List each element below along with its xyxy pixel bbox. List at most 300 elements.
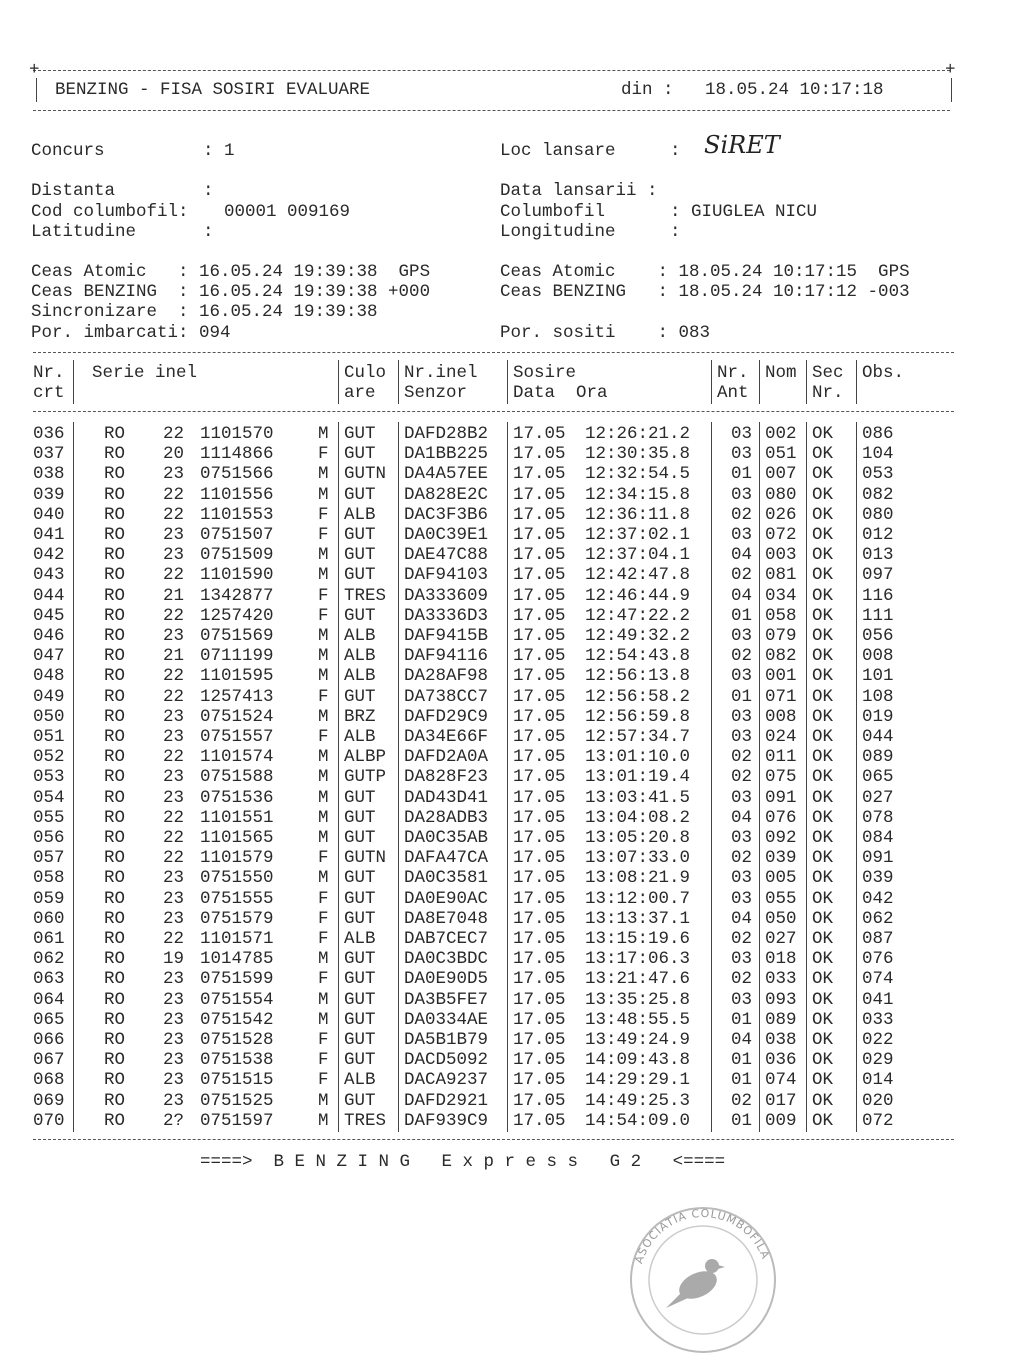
- cell-ant: 03: [731, 727, 753, 747]
- cell-sec: OK: [812, 706, 834, 727]
- cell-ant: 03: [731, 888, 753, 909]
- cell-obs: 097: [862, 565, 894, 586]
- cell-nom: 002: [765, 424, 797, 444]
- cell-tara: RO: [104, 626, 126, 646]
- cell-nom: 081: [765, 565, 797, 586]
- cell-sex: M: [318, 807, 329, 828]
- cell-nr: 046: [33, 626, 65, 646]
- cell-inel: 0751588: [200, 767, 274, 788]
- cell-tara: RO: [104, 605, 126, 626]
- cell-culoare: ALB: [344, 646, 376, 667]
- cell-nom: 001: [765, 666, 797, 687]
- cell-culoare: TRES: [344, 1110, 387, 1131]
- cell-ora: 12:26:21.2: [585, 424, 691, 444]
- cell-nr: 061: [33, 929, 65, 949]
- cell-sec: OK: [812, 807, 834, 828]
- cell-nr: 060: [33, 908, 65, 929]
- cell-ant: 04: [731, 1030, 753, 1050]
- cell-sex: M: [318, 1009, 329, 1030]
- cell-sex: F: [318, 888, 329, 909]
- porumbei-sositi: Por. sositi : 083: [500, 323, 711, 343]
- cell-data: 17.05: [513, 888, 566, 909]
- cell-sex: F: [318, 848, 329, 869]
- cell-culoare: GUT: [344, 1030, 376, 1050]
- cell-inel: 0751597: [200, 1110, 274, 1131]
- cell-data: 17.05: [513, 1110, 566, 1131]
- cell-sec: OK: [812, 1009, 834, 1030]
- cell-tara: RO: [104, 848, 126, 869]
- cell-nom: 024: [765, 727, 797, 747]
- cell-senzor: DACA9237: [404, 1070, 489, 1091]
- cell-data: 17.05: [513, 686, 566, 707]
- cell-data: 17.05: [513, 1070, 566, 1091]
- cell-sec: OK: [812, 1050, 834, 1071]
- col-header-ant-2: Ant: [717, 383, 749, 403]
- col-header-nr: Nr.: [33, 363, 65, 383]
- cell-senzor: DA1BB225: [404, 444, 489, 465]
- cell-inel: 1101574: [200, 747, 274, 768]
- cell-sec: OK: [812, 565, 834, 586]
- cell-an: 23: [163, 1009, 185, 1030]
- cell-nom: 007: [765, 464, 797, 485]
- cell-nr: 050: [33, 706, 65, 727]
- cell-inel: 0751557: [200, 727, 274, 747]
- cell-ora: 13:08:21.9: [585, 868, 691, 889]
- cell-culoare: ALB: [344, 1070, 376, 1091]
- cell-nom: 093: [765, 989, 797, 1010]
- cell-sex: F: [318, 1070, 329, 1091]
- cell-ant: 04: [731, 545, 753, 566]
- cell-ant: 02: [731, 969, 753, 990]
- cell-inel: 1101579: [200, 848, 274, 869]
- cell-nom: 072: [765, 525, 797, 545]
- cell-senzor: DA28ADB3: [404, 807, 489, 828]
- col-header-culoare-1: Culo: [344, 363, 387, 383]
- cell-ora: 13:04:08.2: [585, 807, 691, 828]
- header-sep: [806, 360, 807, 404]
- cell-ora: 13:15:19.6: [585, 929, 691, 949]
- cell-sex: M: [318, 464, 329, 485]
- cell-obs: 072: [862, 1110, 894, 1131]
- cell-nr: 041: [33, 525, 65, 545]
- cell-ora: 12:37:02.1: [585, 525, 691, 545]
- cell-nr: 065: [33, 1009, 65, 1030]
- cell-obs: 033: [862, 1009, 894, 1030]
- cell-nr: 064: [33, 989, 65, 1010]
- cell-nr: 059: [33, 888, 65, 909]
- cell-tara: RO: [104, 787, 126, 808]
- title-plus-left-top: +: [29, 60, 40, 80]
- cell-obs: 111: [862, 605, 894, 626]
- cell-an: 22: [163, 484, 185, 505]
- cell-obs: 086: [862, 424, 894, 444]
- cell-culoare: GUTN: [344, 464, 387, 485]
- cell-obs: 062: [862, 908, 894, 929]
- cell-an: 21: [163, 585, 185, 606]
- cell-culoare: GUT: [344, 605, 376, 626]
- cell-obs: 053: [862, 464, 894, 485]
- cell-ant: 02: [731, 504, 753, 525]
- ceas-atomic-start: Ceas Atomic : 16.05.24 19:39:38 GPS: [31, 262, 431, 282]
- cell-sex: F: [318, 605, 329, 626]
- cell-sec: OK: [812, 626, 834, 646]
- cell-tara: RO: [104, 686, 126, 707]
- cell-nom: 075: [765, 767, 797, 788]
- cell-culoare: GUT: [344, 888, 376, 909]
- cell-ora: 13:07:33.0: [585, 848, 691, 869]
- cell-tara: RO: [104, 989, 126, 1010]
- cell-sex: M: [318, 787, 329, 808]
- cell-senzor: DAFA47CA: [404, 848, 489, 869]
- cell-senzor: DAFD2A0A: [404, 747, 489, 768]
- cell-an: 23: [163, 464, 185, 485]
- cell-data: 17.05: [513, 908, 566, 929]
- cell-ant: 02: [731, 848, 753, 869]
- cell-inel: 0751542: [200, 1009, 274, 1030]
- title-right-bar: [951, 78, 952, 102]
- cell-nom: 055: [765, 888, 797, 909]
- cell-culoare: GUT: [344, 868, 376, 889]
- cell-ora: 13:01:19.4: [585, 767, 691, 788]
- cell-senzor: DA8E7048: [404, 908, 489, 929]
- cell-sex: M: [318, 626, 329, 646]
- cell-an: 22: [163, 828, 185, 848]
- cell-data: 17.05: [513, 1050, 566, 1071]
- cell-tara: RO: [104, 969, 126, 990]
- cell-tara: RO: [104, 585, 126, 606]
- cell-ora: 14:09:43.8: [585, 1050, 691, 1071]
- cell-obs: 065: [862, 767, 894, 788]
- cell-ant: 03: [731, 706, 753, 727]
- cell-sex: M: [318, 646, 329, 667]
- stamp-text: ASOCIATIA COLUMBOFILA: [632, 1206, 773, 1266]
- cell-nr: 036: [33, 424, 65, 444]
- report-date-label: din :: [621, 80, 674, 100]
- cell-culoare: ALB: [344, 929, 376, 949]
- cell-an: 23: [163, 1070, 185, 1091]
- cell-senzor: DAFD28B2: [404, 424, 489, 444]
- cell-inel: 1101553: [200, 504, 274, 525]
- cell-an: 23: [163, 908, 185, 929]
- cell-an: 23: [163, 1090, 185, 1111]
- cell-nom: 017: [765, 1090, 797, 1111]
- cell-obs: 019: [862, 706, 894, 727]
- cell-inel: 0751528: [200, 1030, 274, 1050]
- cell-nom: 091: [765, 787, 797, 808]
- cell-tara: RO: [104, 565, 126, 586]
- cell-sex: M: [318, 828, 329, 848]
- cell-culoare: GUT: [344, 828, 376, 848]
- cell-senzor: DA333609: [404, 585, 489, 606]
- cell-nom: 076: [765, 807, 797, 828]
- cell-tara: RO: [104, 424, 126, 444]
- cell-sec: OK: [812, 767, 834, 788]
- cell-data: 17.05: [513, 585, 566, 606]
- cell-ora: 13:12:00.7: [585, 888, 691, 909]
- body-sep: [338, 422, 339, 1132]
- col-header-obs: Obs.: [862, 363, 905, 383]
- loc-lansare-colon: :: [670, 141, 681, 161]
- cell-inel: 0751515: [200, 1070, 274, 1091]
- cell-obs: 041: [862, 989, 894, 1010]
- cell-nom: 008: [765, 706, 797, 727]
- cell-senzor: DA0C3581: [404, 868, 489, 889]
- cell-obs: 056: [862, 626, 894, 646]
- cell-senzor: DA28AF98: [404, 666, 489, 687]
- cell-nom: 080: [765, 484, 797, 505]
- cell-an: 22: [163, 424, 185, 444]
- distanta-label: Distanta: [31, 181, 116, 201]
- title-plus-right-top: +: [945, 60, 956, 80]
- cell-culoare: GUT: [344, 1050, 376, 1071]
- body-sep: [398, 422, 399, 1132]
- cell-culoare: GUT: [344, 525, 376, 545]
- cell-inel: 1101565: [200, 828, 274, 848]
- cell-nom: 058: [765, 605, 797, 626]
- cell-sex: M: [318, 1090, 329, 1111]
- cell-culoare: GUT: [344, 1009, 376, 1030]
- cell-an: 22: [163, 686, 185, 707]
- cell-ora: 12:49:32.2: [585, 626, 691, 646]
- cell-tara: RO: [104, 908, 126, 929]
- cell-senzor: DA0C35AB: [404, 828, 489, 848]
- cell-sex: M: [318, 868, 329, 889]
- ceas-benzing-end: Ceas BENZING : 18.05.24 10:17:12 -003: [500, 282, 910, 302]
- col-header-sec-1: Sec: [812, 363, 844, 383]
- cell-data: 17.05: [513, 646, 566, 667]
- cell-data: 17.05: [513, 666, 566, 687]
- cell-nr: 068: [33, 1070, 65, 1091]
- cell-an: 23: [163, 525, 185, 545]
- cell-sec: OK: [812, 1090, 834, 1111]
- cell-obs: 029: [862, 1050, 894, 1071]
- distanta-value: :: [203, 181, 214, 201]
- cell-culoare: ALB: [344, 504, 376, 525]
- cell-an: 23: [163, 1030, 185, 1050]
- cell-sex: F: [318, 969, 329, 990]
- cell-tara: RO: [104, 888, 126, 909]
- cell-data: 17.05: [513, 868, 566, 889]
- cell-an: 23: [163, 545, 185, 566]
- cell-sex: M: [318, 666, 329, 687]
- cell-culoare: GUT: [344, 989, 376, 1010]
- body-sep: [711, 422, 712, 1132]
- cell-sec: OK: [812, 888, 834, 909]
- table-header-rule: [33, 411, 954, 412]
- cell-tara: RO: [104, 747, 126, 768]
- header-sep: [711, 360, 712, 404]
- cell-ora: 13:49:24.9: [585, 1030, 691, 1050]
- cell-culoare: GUT: [344, 908, 376, 929]
- cell-senzor: DA828E2C: [404, 484, 489, 505]
- cell-data: 17.05: [513, 1030, 566, 1050]
- cell-nr: 048: [33, 666, 65, 687]
- cell-tara: RO: [104, 646, 126, 667]
- cell-obs: 020: [862, 1090, 894, 1111]
- cell-obs: 091: [862, 848, 894, 869]
- cell-obs: 008: [862, 646, 894, 667]
- cell-culoare: GUT: [344, 969, 376, 990]
- cell-nom: 003: [765, 545, 797, 566]
- cell-nom: 082: [765, 646, 797, 667]
- cell-obs: 014: [862, 1070, 894, 1091]
- cell-sec: OK: [812, 484, 834, 505]
- cell-ora: 12:56:58.2: [585, 686, 691, 707]
- cell-obs: 076: [862, 949, 894, 970]
- cell-senzor: DA3336D3: [404, 605, 489, 626]
- cell-an: 20: [163, 444, 185, 465]
- cell-inel: 0751555: [200, 888, 274, 909]
- cell-data: 17.05: [513, 828, 566, 848]
- cell-an: 23: [163, 1050, 185, 1071]
- report-date-value: 18.05.24 10:17:18: [705, 80, 884, 100]
- cell-culoare: GUT: [344, 424, 376, 444]
- cell-inel: 0751550: [200, 868, 274, 889]
- cell-ant: 01: [731, 1070, 753, 1091]
- cell-an: 22: [163, 929, 185, 949]
- cell-sex: F: [318, 686, 329, 707]
- cell-senzor: DAF939C9: [404, 1110, 489, 1131]
- cell-culoare: GUT: [344, 686, 376, 707]
- cell-obs: 101: [862, 666, 894, 687]
- title-bottom-rule: [33, 110, 950, 111]
- cell-nr: 044: [33, 585, 65, 606]
- loc-lansare-handwritten-value: SiRET: [704, 131, 780, 159]
- cell-sec: OK: [812, 949, 834, 970]
- cell-obs: 078: [862, 807, 894, 828]
- cell-ant: 02: [731, 929, 753, 949]
- cell-tara: RO: [104, 1090, 126, 1111]
- title-left-bar: [36, 78, 37, 102]
- cell-tara: RO: [104, 949, 126, 970]
- cell-data: 17.05: [513, 767, 566, 788]
- cell-an: 23: [163, 888, 185, 909]
- cell-obs: 027: [862, 787, 894, 808]
- cell-ora: 13:17:06.3: [585, 949, 691, 970]
- data-lansarii-label: Data lansarii :: [500, 181, 658, 201]
- cell-sec: OK: [812, 605, 834, 626]
- cell-inel: 0751538: [200, 1050, 274, 1071]
- cell-ora: 12:34:15.8: [585, 484, 691, 505]
- col-header-sosire-2: Data Ora: [513, 383, 608, 403]
- cell-data: 17.05: [513, 605, 566, 626]
- cell-ant: 02: [731, 747, 753, 768]
- cell-sec: OK: [812, 1070, 834, 1091]
- cell-sec: OK: [812, 828, 834, 848]
- cell-nr: 039: [33, 484, 65, 505]
- cell-obs: 116: [862, 585, 894, 606]
- cell-ant: 03: [731, 626, 753, 646]
- cell-an: 23: [163, 767, 185, 788]
- cell-sex: M: [318, 747, 329, 768]
- cell-data: 17.05: [513, 727, 566, 747]
- cell-an: 22: [163, 807, 185, 828]
- cell-data: 17.05: [513, 444, 566, 465]
- cell-sex: F: [318, 585, 329, 606]
- cell-an: 23: [163, 626, 185, 646]
- cell-nom: 079: [765, 626, 797, 646]
- cell-tara: RO: [104, 929, 126, 949]
- cell-ant: 03: [731, 828, 753, 848]
- cell-sec: OK: [812, 525, 834, 545]
- cell-nom: 005: [765, 868, 797, 889]
- cell-ora: 13:35:25.8: [585, 989, 691, 1010]
- cell-nom: 018: [765, 949, 797, 970]
- cell-sex: M: [318, 424, 329, 444]
- latitudine-value: :: [203, 222, 214, 242]
- cell-nr: 042: [33, 545, 65, 566]
- table-bottom-rule: [33, 1139, 954, 1140]
- document-title: BENZING - FISA SOSIRI EVALUARE: [55, 80, 371, 100]
- cell-sex: F: [318, 908, 329, 929]
- cell-tara: RO: [104, 868, 126, 889]
- cell-senzor: DAF94103: [404, 565, 489, 586]
- cell-inel: 0751524: [200, 706, 274, 727]
- columbofil-value: : GIUGLEA NICU: [670, 202, 818, 222]
- cell-data: 17.05: [513, 504, 566, 525]
- cell-ant: 04: [731, 908, 753, 929]
- cell-ora: 13:05:20.8: [585, 828, 691, 848]
- cod-columbofil-label: Cod columbofil:: [31, 202, 189, 222]
- footer-banner: ====> B E N Z I N G E x p r e s s G 2 <====: [200, 1152, 726, 1172]
- cell-sec: OK: [812, 464, 834, 485]
- cell-data: 17.05: [513, 949, 566, 970]
- header-sep: [398, 360, 399, 404]
- title-top-rule: [33, 70, 950, 71]
- cod-columbofil-value: 00001 009169: [224, 202, 351, 222]
- cell-sex: M: [318, 706, 329, 727]
- cell-sex: F: [318, 1030, 329, 1050]
- cell-senzor: DA738CC7: [404, 686, 489, 707]
- cell-an: 22: [163, 666, 185, 687]
- cell-nr: 047: [33, 646, 65, 667]
- cell-ant: 01: [731, 464, 753, 485]
- cell-senzor: DA828F23: [404, 767, 489, 788]
- cell-nr: 037: [33, 444, 65, 465]
- cell-obs: 013: [862, 545, 894, 566]
- cell-ant: 04: [731, 585, 753, 606]
- stamp-graphic: [618, 1190, 788, 1360]
- cell-inel: 0751509: [200, 545, 274, 566]
- cell-nom: 092: [765, 828, 797, 848]
- cell-data: 17.05: [513, 464, 566, 485]
- cell-ant: 01: [731, 1110, 753, 1131]
- cell-tara: RO: [104, 444, 126, 465]
- pigeon-icon: [666, 1259, 725, 1308]
- cell-nr: 062: [33, 949, 65, 970]
- cell-senzor: DA0E90D5: [404, 969, 489, 990]
- cell-data: 17.05: [513, 848, 566, 869]
- cell-sec: OK: [812, 504, 834, 525]
- cell-data: 17.05: [513, 969, 566, 990]
- cell-sec: OK: [812, 969, 834, 990]
- cell-nom: 036: [765, 1050, 797, 1071]
- cell-tara: RO: [104, 545, 126, 566]
- cell-data: 17.05: [513, 807, 566, 828]
- cell-data: 17.05: [513, 626, 566, 646]
- cell-ant: 01: [731, 1050, 753, 1071]
- cell-senzor: DAE47C88: [404, 545, 489, 566]
- cell-tara: RO: [104, 504, 126, 525]
- cell-nr: 049: [33, 686, 65, 707]
- loc-lansare-label: Loc lansare: [500, 141, 616, 161]
- association-stamp: [618, 1190, 788, 1360]
- header-sep: [759, 360, 760, 404]
- cell-senzor: DA0E90AC: [404, 888, 489, 909]
- columbofil-label: Columbofil: [500, 202, 606, 222]
- cell-ant: 03: [731, 424, 753, 444]
- cell-an: 22: [163, 747, 185, 768]
